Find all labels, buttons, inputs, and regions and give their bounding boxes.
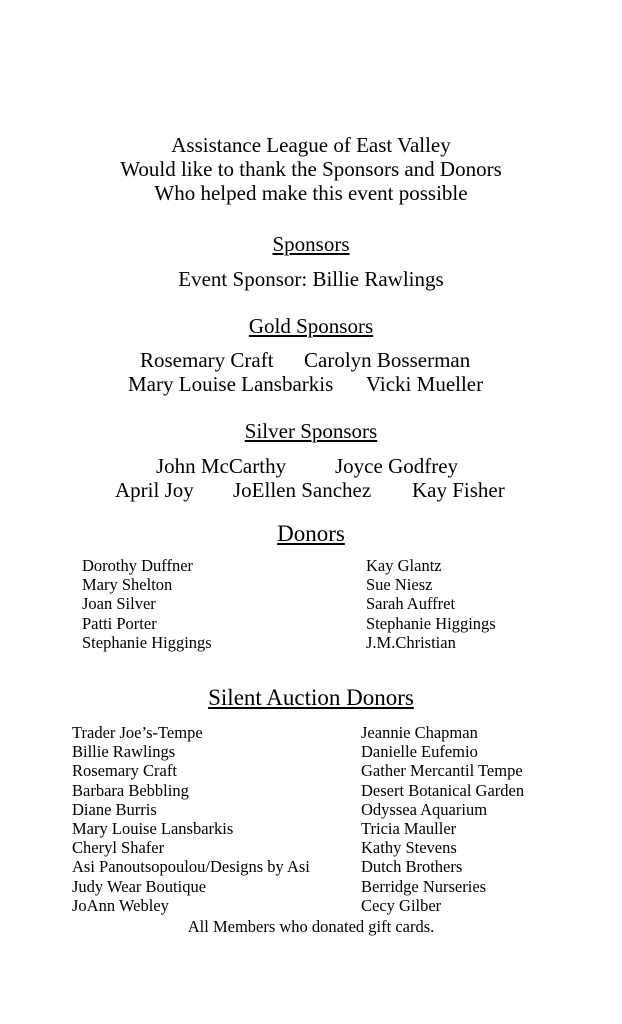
auction-donor-name: Diane Burris [72, 799, 157, 819]
donor-name: Sarah Auffret [366, 594, 456, 614]
auction-donor-name: Mary Louise Lansbarkis [72, 819, 234, 839]
donor-name: Stephanie Higgings [366, 613, 496, 633]
intro-line-2: Would like to thank the Sponsors and Donors [120, 157, 502, 181]
silent-auction-footer: All Members who donated gift cards. [187, 917, 435, 936]
gold-sponsor-name: Carolyn Bosserman [304, 348, 471, 372]
auction-donor-name: Rosemary Craft [72, 761, 177, 781]
auction-donor-name: Desert Botanical Garden [361, 780, 525, 800]
auction-donor-name: Cecy Gilber [361, 895, 442, 915]
silent-auction-left-column [72, 723, 310, 915]
donors-heading: Donors [277, 521, 345, 546]
sponsors-heading: Sponsors [272, 232, 350, 256]
silver-sponsor-name: John McCarthy [156, 454, 287, 478]
auction-donor-name: Berridge Nurseries [361, 876, 487, 896]
auction-donor-name: Dutch Brothers [361, 857, 463, 877]
donor-name: Dorothy Duffner [82, 556, 194, 575]
donor-name: Stephanie Higgings [82, 632, 212, 652]
donor-name: Joan Silver [82, 594, 156, 614]
intro-line-3: Who helped make this event possible [154, 181, 468, 205]
auction-donor-name: Odyssea Aquarium [361, 799, 488, 819]
donors-left-column [82, 556, 212, 652]
intro-line-1: Assistance League of East Valley [171, 133, 451, 157]
auction-donor-name: Cheryl Shafer [72, 838, 165, 858]
auction-donor-name: Billie Rawlings [72, 742, 176, 762]
silver-sponsor-name: Joyce Godfrey [335, 454, 459, 478]
auction-donor-name: Barbara Bebbling [72, 780, 189, 800]
donor-name: J.M.Christian [366, 632, 456, 652]
silent-auction-heading: Silent Auction Donors [208, 685, 414, 710]
silent-auction-right-column [361, 723, 524, 915]
auction-donor-name: Gather Mercantil Tempe [361, 761, 523, 781]
silver-sponsor-name: JoEllen Sanchez [233, 478, 372, 502]
auction-donor-name: Asi Panoutsopoulou/Designs by Asi [72, 857, 310, 877]
silver-sponsor-name: Kay Fisher [412, 478, 505, 502]
donor-name: Kay Glantz [366, 556, 442, 575]
donor-name: Sue Niesz [366, 575, 433, 595]
event-sponsor: Event Sponsor: Billie Rawlings [178, 267, 444, 291]
auction-donor-name: Tricia Mauller [361, 819, 457, 839]
auction-donor-name: Judy Wear Boutique [72, 876, 207, 896]
silver-sponsors-heading: Silver Sponsors [244, 419, 378, 443]
auction-donor-name: JoAnn Webley [72, 895, 169, 915]
auction-donor-name: Jeannie Chapman [361, 723, 478, 742]
gold-sponsor-name: Rosemary Craft [140, 348, 274, 372]
donor-name: Patti Porter [82, 613, 157, 633]
donors-right-column [366, 556, 496, 652]
auction-donor-name: Kathy Stevens [361, 838, 457, 858]
gold-sponsor-name: Vicki Mueller [366, 372, 484, 396]
gold-sponsor-name: Mary Louise Lansbarkis [128, 372, 334, 396]
auction-donor-name: Trader Joe’s-Tempe [72, 723, 203, 742]
silver-sponsor-name: April Joy [115, 478, 194, 502]
donor-name: Mary Shelton [82, 575, 173, 595]
gold-sponsors-heading: Gold Sponsors [248, 314, 374, 338]
auction-donor-name: Danielle Eufemio [361, 742, 478, 762]
